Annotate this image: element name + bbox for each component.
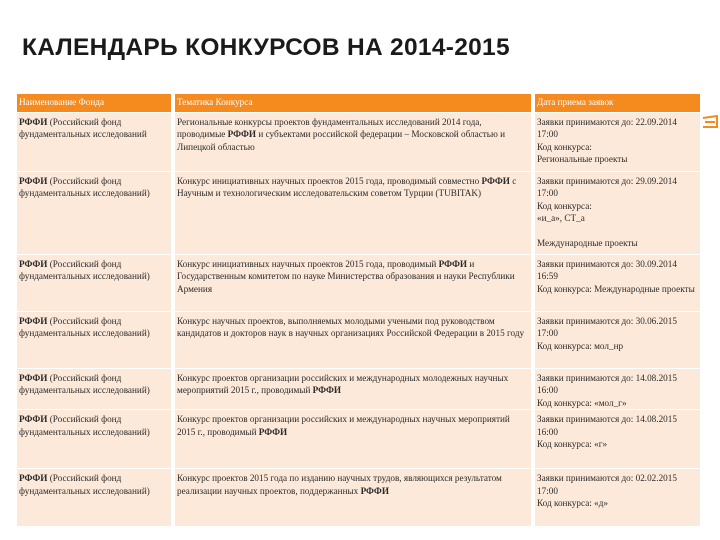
contest-code: Код конкурса: Международные проекты	[537, 283, 695, 294]
deadline-time: 16:00	[537, 385, 558, 396]
deadline-time: 17:00	[537, 328, 558, 339]
dates-cell	[533, 469, 700, 527]
fund-cell	[17, 172, 173, 255]
fund-name: (Российский фонд фундаментальных исследований)	[19, 373, 150, 396]
topic-cell: Конкурс научных проектов, выполняемых молодыми учеными под руководством кандидатов и докторов наук в научных организациях Российской Федерации в 2015 году	[173, 312, 533, 369]
fund-abbr: РФФИ	[19, 259, 48, 269]
contest-code: «и_а», СТ_а	[537, 213, 585, 224]
topic-cell: Конкурс проектов 2015 года по изданию научных трудов, являющихся результатом реализации научных проектов, поддержанных РФФИ	[173, 469, 533, 527]
fund-cell	[17, 113, 173, 172]
fund-abbr: РФФИ	[19, 473, 48, 484]
table-header-row	[17, 94, 700, 113]
dates-cell	[533, 255, 700, 312]
deadline-text: Заявки принимаются до: 02.02.2015	[537, 473, 677, 484]
deadline-time: 16:59	[537, 271, 558, 282]
dates-cell	[533, 369, 700, 410]
table-row	[17, 172, 700, 255]
fund-abbr: РФФИ	[19, 316, 48, 326]
fund-abbr-inline: РФФИ	[258, 426, 288, 437]
deadline-time: 17:00	[537, 485, 558, 496]
header-topic: Тематика Конкурса	[173, 94, 533, 113]
spacer-line	[537, 225, 696, 237]
fund-cell	[17, 255, 173, 312]
topic-cell: Конкурс инициативных научных проектов 2015 года, проводимый совместно РФФИ с Научным и технологическим исследовательским советом Турции (TUBITAK)	[173, 172, 533, 255]
table-row	[17, 255, 700, 312]
fund-abbr-inline: РФФИ	[360, 485, 389, 496]
table-row	[17, 469, 700, 527]
fund-abbr-inline: РФФИ	[438, 259, 468, 269]
bracket-arrow-icon	[702, 115, 718, 129]
contest-code: Код конкурса: «мол_г»	[537, 397, 627, 408]
deadline-text: Заявки принимаются до: 14.08.2015	[537, 373, 677, 383]
fund-abbr: РФФИ	[19, 414, 48, 425]
contest-code: Региональные проекты	[537, 154, 628, 165]
topic-cell: Региональные конкурсы проектов фундаментальных исследований 2014 года, проводимые РФФИ и субъектами российской федерации – Московской областью и Липецкой областью	[173, 113, 533, 172]
dates-cell	[533, 113, 700, 172]
fund-name: (Российский фонд фундаментальных исследований)	[19, 316, 150, 339]
contest-code: Код конкурса: мол_нр	[537, 340, 624, 351]
dates-cell	[533, 172, 700, 255]
deadline-text: Заявки принимаются до: 30.06.2015	[537, 316, 677, 326]
contests-table	[17, 93, 700, 527]
fund-abbr: РФФИ	[19, 117, 48, 127]
deadline-text: Заявки принимаются до: 14.08.2015	[537, 414, 677, 425]
table-row	[17, 113, 700, 172]
fund-abbr-inline: РФФИ	[481, 176, 510, 186]
fund-name: (Российский фонд фундаментальных исследований)	[19, 414, 150, 437]
fund-abbr-inline: РФФИ	[227, 129, 257, 140]
deadline-text: Заявки принимаются до: 22.09.2014	[537, 117, 677, 127]
deadline-time: 17:00	[537, 129, 558, 140]
fund-name: (Российский фонд фундаментальных исследований	[19, 117, 147, 140]
dates-cell	[533, 312, 700, 369]
fund-cell	[17, 410, 173, 469]
fund-name: (Российский фонд фундаментальных исследований)	[19, 176, 150, 199]
dates-cell	[533, 410, 700, 469]
table-row	[17, 410, 700, 469]
fund-cell	[17, 312, 173, 369]
deadline-text: Заявки принимаются до: 30.09.2014	[537, 259, 677, 269]
contest-code-label: Код конкурса:	[537, 141, 592, 152]
contest-category: Международные проекты	[537, 237, 638, 248]
fund-abbr: РФФИ	[19, 373, 48, 383]
deadline-time: 16:00	[537, 426, 558, 437]
header-dates: Дата приема заявок	[533, 94, 700, 113]
page-title: КАЛЕНДАРЬ КОНКУРСОВ НА 2014-2015	[22, 34, 510, 61]
header-fund: Наименование Фонда	[17, 94, 173, 113]
fund-name: (Российский фонд фундаментальных исследований)	[19, 473, 150, 496]
table-row	[17, 312, 700, 369]
fund-name: (Российский фонд фундаментальных исследований)	[19, 259, 150, 282]
deadline-text: Заявки принимаются до: 29.09.2014	[537, 176, 677, 186]
fund-abbr: РФФИ	[19, 176, 48, 186]
topic-cell: Конкурс проектов организации российских и международных научных мероприятий 2015 г., проводимый РФФИ	[173, 410, 533, 469]
topic-cell: Конкурс инициативных научных проектов 2015 года, проводимый РФФИ и Государственным комитетом по науке Министерства образования и науки Республики Армения	[173, 255, 533, 312]
contest-code-label: Код конкурса:	[537, 200, 592, 211]
fund-abbr-inline: РФФИ	[312, 385, 342, 396]
contest-code: Код конкурса: «г»	[537, 439, 608, 450]
contest-code: Код конкурса: «д»	[537, 498, 608, 509]
fund-cell	[17, 369, 173, 410]
table-row	[17, 369, 700, 410]
topic-cell: Конкурс проектов организации российских и международных молодежных научных мероприятий 2015 г., проводимый РФФИ	[173, 369, 533, 410]
deadline-time: 17:00	[537, 188, 558, 199]
fund-cell	[17, 469, 173, 527]
